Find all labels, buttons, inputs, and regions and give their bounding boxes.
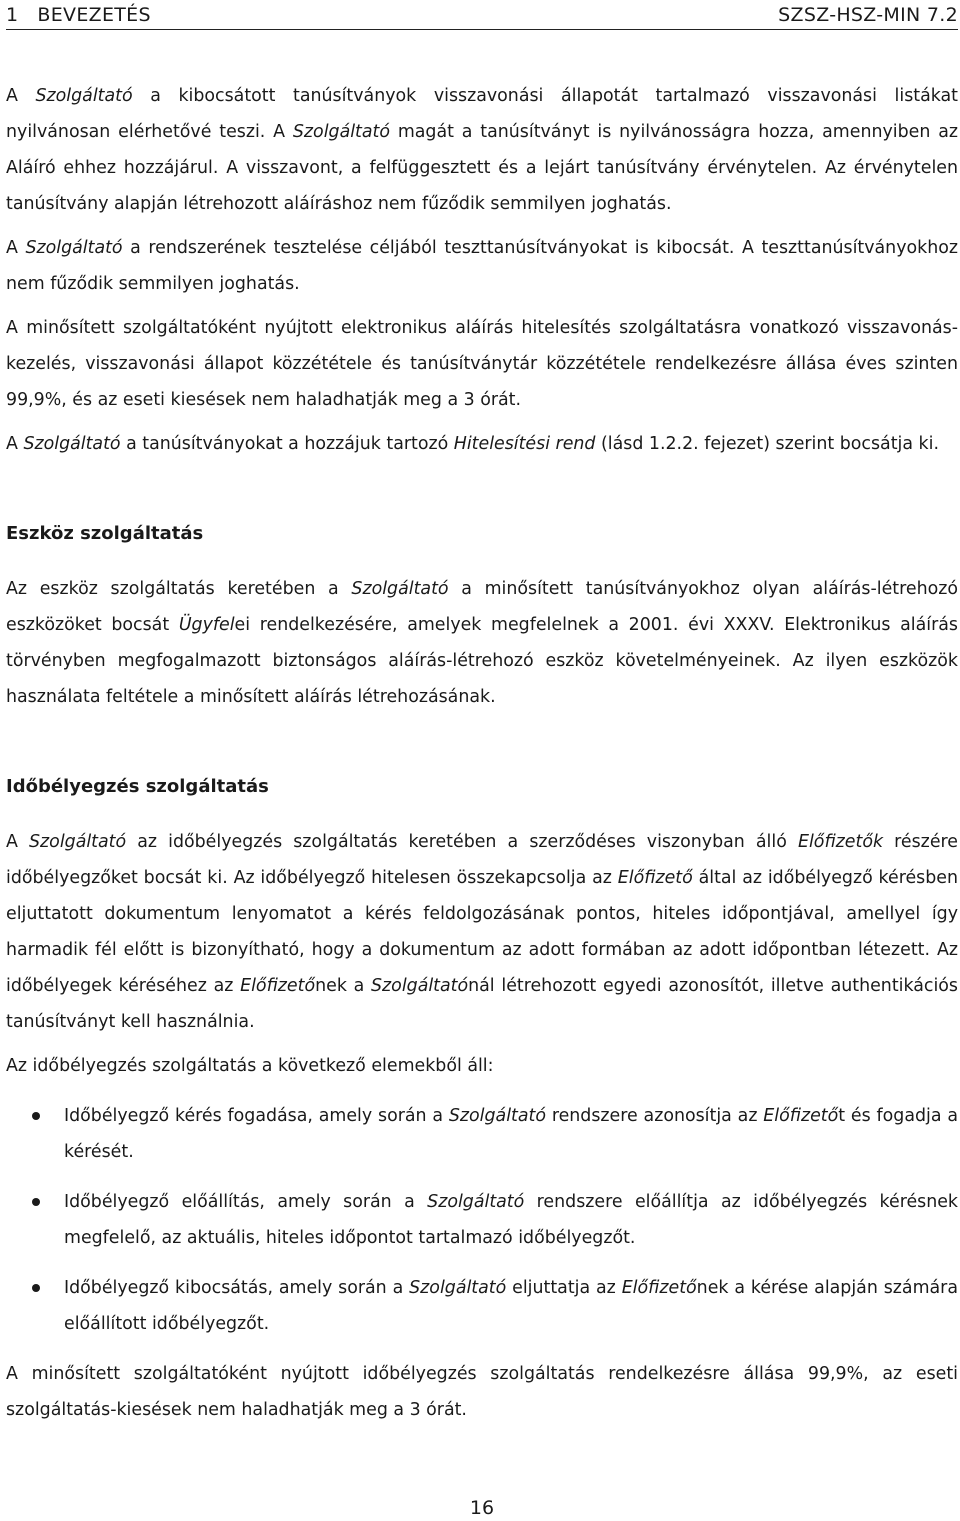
bullet-dot-icon <box>32 1284 40 1292</box>
emphasized-term: Szolgáltató <box>25 238 123 258</box>
emphasized-term: Szolgáltató <box>371 976 469 996</box>
paragraph-timestamp-service: A Szolgáltató az időbélyegzés szolgáltatás keretében a szerződéses viszonyban álló Előfizetők részére időbélyegzőket bocsát ki. Az időbélyegző hitelesen összekapcsolja az Előfizető által az időbélyegző kérésben eljuttatott dokumentum lenyomatot a kérés feldolgozásának pontos, hiteles időpontjával, amellyel így harmadik fél előtt is bizonyítható, hogy a dokumentum az adott formában az adott időpontban létezett. Az időbélyegek kéréséhez az Előfizetőnek a Szolgáltatónál létrehozott egyedi azonosítót, illetve authentikációs tanúsítványt kell használnia. <box>6 832 958 1032</box>
list-item <box>6 1098 958 1170</box>
paragraph-device-service: Az eszköz szolgáltatás keretében a Szolgáltató a minősített tanúsítványokhoz olyan aláírás-létrehozó eszközöket bocsát Ügyfelei rendelkezésére, amelyek megfelelnek a 2001. évi XXXV. Elektronikus aláírás törvényben megfogalmazott biztonságos aláírás-létrehozó eszköz követelményeinek. Az ilyen eszközök használata feltétele a minősített aláírás létrehozásának. <box>6 579 958 707</box>
bullet-dot-icon <box>32 1198 40 1206</box>
emphasized-term: Szolgáltató <box>23 434 121 454</box>
emphasized-term: Szolgáltató <box>292 122 390 142</box>
paragraph-timestamp-elements-intro: Az időbélyegzés szolgáltatás a következő elemekből áll: <box>6 1056 494 1076</box>
timestamp-elements-list <box>6 1098 958 1342</box>
emphasized-term: Szolgáltató <box>35 86 133 106</box>
section-heading-timestamp-service: Időbélyegzés szolgáltatás <box>6 776 269 797</box>
list-item-text: Időbélyegző előállítás, amely során a Szolgáltató rendszere előállítja az időbélyegzés kérésnek megfelelő, az aktuális, hiteles időpontot tartalmazó időbélyegzőt. <box>64 1192 959 1248</box>
emphasized-term: Hitelesítési rend <box>453 434 596 454</box>
emphasized-term: Szolgáltató <box>29 832 127 852</box>
emphasized-term: Ügyfel <box>178 615 235 635</box>
list-item-text: Időbélyegző kibocsátás, amely során a Szolgáltató eljuttatja az Előfizetőnek a kérése alapján számára előállított időbélyegzőt. <box>64 1278 958 1334</box>
emphasized-term: Szolgáltató <box>427 1192 525 1212</box>
document-page <box>6 0 958 1521</box>
paragraph-test-certificates: A Szolgáltató a rendszerének tesztelése céljából teszttanúsítványokat is kibocsát. A teszttanúsítványokhoz nem fűződik semmilyen joghatás. <box>6 238 958 294</box>
emphasized-term: Szolgáltató <box>409 1278 507 1298</box>
emphasized-term: Előfizetők <box>797 832 884 852</box>
page-content <box>6 78 958 1436</box>
paragraph-issuance-policy: A Szolgáltató a tanúsítványokat a hozzájuk tartozó Hitelesítési rend (lásd 1.2.2. fejezet) szerint bocsátja ki. <box>6 434 939 454</box>
emphasized-term: Szolgáltató <box>351 579 449 599</box>
emphasized-term: Előfizető <box>621 1278 697 1298</box>
paragraph-timestamp-availability: A minősített szolgáltatóként nyújtott időbélyegzés szolgáltatás rendelkezésre állása 99,9%, az eseti szolgáltatás-kiesések nem haladhatják meg a 3 órát. <box>6 1364 958 1420</box>
list-item <box>6 1184 958 1256</box>
list-item-text: Időbélyegző kérés fogadása, amely során a Szolgáltató rendszere azonosítja az Előfizetőt és fogadja a kérését. <box>64 1106 958 1162</box>
section-heading-device-service: Eszköz szolgáltatás <box>6 523 204 544</box>
emphasized-term: Szolgáltató <box>448 1106 546 1126</box>
emphasized-term: Előfizető <box>763 1106 839 1126</box>
page-number: 16 <box>469 1497 495 1519</box>
paragraph-availability: A minősített szolgáltatóként nyújtott elektronikus aláírás hitelesítés szolgáltatásra vonatkozó visszavonás-kezelés, visszavonási állapot közzététele és tanúsítványtár közzététele rendelkezésre állása éves szinten 99,9%, és az eseti kiesések nem haladhatják meg a 3 órát. <box>6 318 958 410</box>
header-document-id: SZSZ-HSZ-MIN 7.2 <box>778 4 958 26</box>
emphasized-term: Előfizető <box>617 868 693 888</box>
emphasized-term: Előfizető <box>240 976 316 996</box>
list-item <box>6 1270 958 1342</box>
running-header <box>6 2 958 30</box>
paragraph-revocation-lists: A Szolgáltató a kibocsátott tanúsítványok visszavonási állapotát tartalmazó visszavonási listákat nyilvánosan elérhetővé teszi. A Szolgáltató magát a tanúsítványt is nyilvánosságra hozza, amennyiben az Aláíró ehhez hozzájárul. A visszavont, a felfüggesztett és a lejárt tanúsítvány érvénytelen. Az érvénytelen tanúsítvány alapján létrehozott aláíráshoz nem fűződik semmilyen joghatás. <box>6 86 958 214</box>
bullet-dot-icon <box>32 1112 40 1120</box>
header-chapter: 1 BEVEZETÉS <box>6 4 151 26</box>
